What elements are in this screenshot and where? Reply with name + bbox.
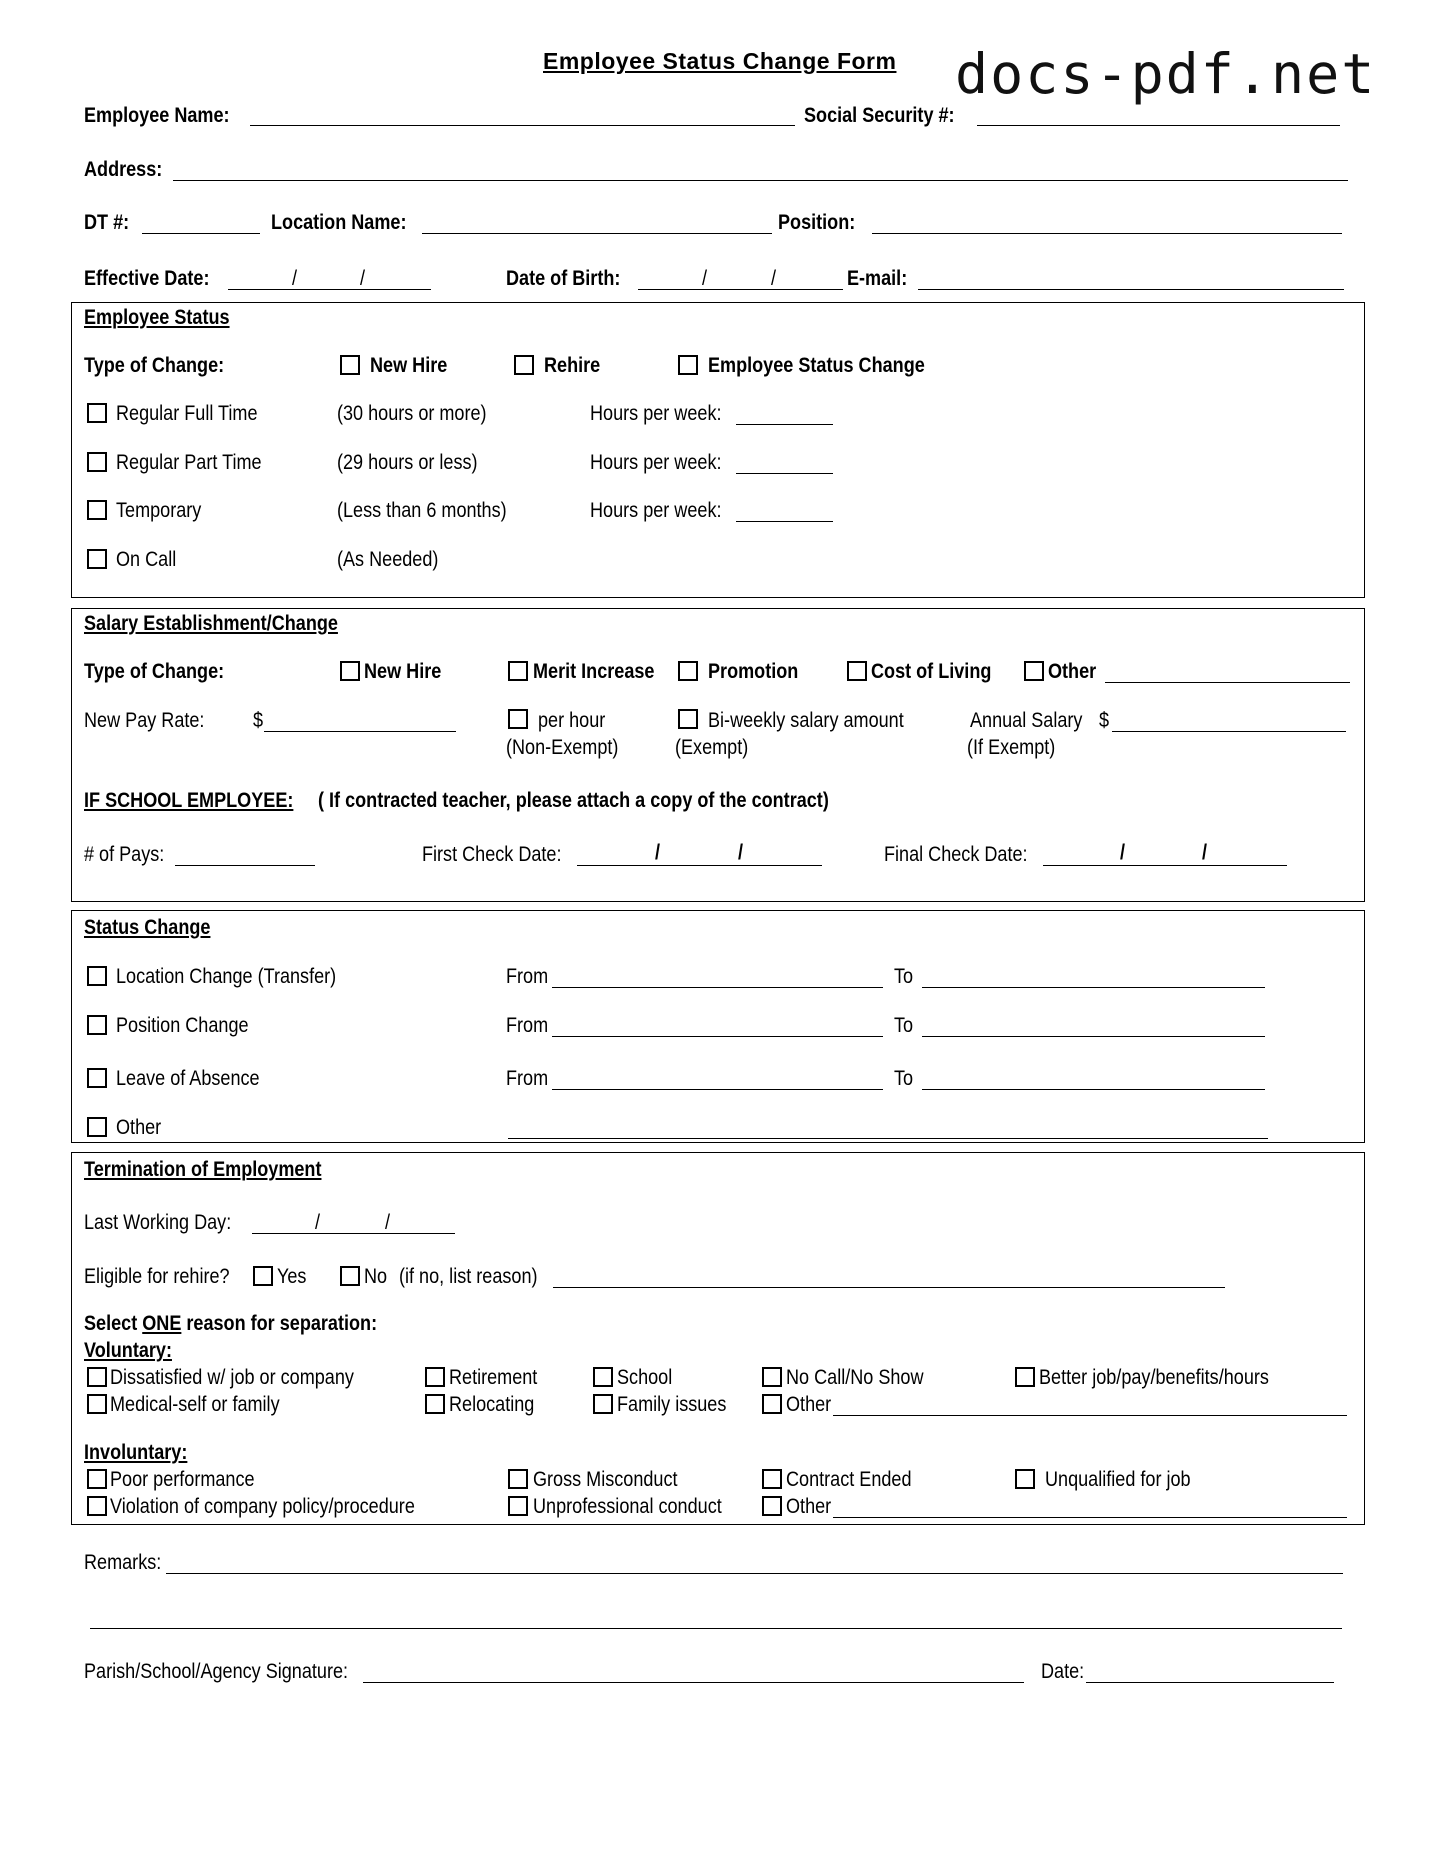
relocating-checkbox[interactable] bbox=[425, 1394, 445, 1414]
rehire-no-checkbox[interactable] bbox=[340, 1266, 360, 1286]
school-checkbox[interactable] bbox=[593, 1367, 613, 1387]
last-working-day-field[interactable] bbox=[252, 1233, 455, 1234]
status-other-field[interactable] bbox=[508, 1138, 1268, 1139]
dob-slash-2: / bbox=[771, 267, 777, 290]
eligible-rehire-label: Eligible for rehire? bbox=[84, 1265, 230, 1288]
voluntary-other-checkbox[interactable] bbox=[762, 1394, 782, 1414]
biweekly-checkbox[interactable] bbox=[678, 709, 698, 729]
involuntary-heading: Involuntary: bbox=[84, 1441, 188, 1464]
address-label: Address: bbox=[84, 158, 163, 181]
involuntary-other-checkbox[interactable] bbox=[762, 1496, 782, 1516]
regular-part-time-checkbox[interactable] bbox=[87, 452, 107, 472]
final-check-slash-2: / bbox=[1202, 841, 1208, 864]
relocating-label: Relocating bbox=[449, 1393, 535, 1416]
dt-label: DT #: bbox=[84, 211, 130, 234]
annual-salary-field[interactable] bbox=[1112, 731, 1346, 732]
es-rehire-checkbox[interactable] bbox=[514, 355, 534, 375]
violation-checkbox[interactable] bbox=[87, 1496, 107, 1516]
temporary-note: (Less than 6 months) bbox=[337, 499, 507, 522]
unprofessional-label: Unprofessional conduct bbox=[533, 1495, 722, 1518]
remarks-label: Remarks: bbox=[84, 1551, 162, 1574]
school-label: School bbox=[617, 1366, 673, 1389]
unqualified-label: Unqualified for job bbox=[1045, 1468, 1191, 1491]
on-call-note: (As Needed) bbox=[337, 548, 439, 571]
position-field[interactable] bbox=[872, 233, 1342, 234]
first-check-slash-2: / bbox=[738, 841, 744, 864]
annual-salary-label: Annual Salary bbox=[970, 709, 1083, 732]
rehire-yes-label: Yes bbox=[277, 1265, 307, 1288]
position-change-from-label: From bbox=[506, 1014, 549, 1037]
new-pay-rate-field[interactable] bbox=[264, 731, 456, 732]
exempt-label: (Exempt) bbox=[675, 736, 749, 759]
temporary-hours-label: Hours per week: bbox=[590, 499, 722, 522]
no-call-no-show-checkbox[interactable] bbox=[762, 1367, 782, 1387]
remarks-field-line-2[interactable] bbox=[90, 1628, 1342, 1629]
salary-title: Salary Establishment/Change bbox=[84, 612, 338, 635]
position-change-to-label: To bbox=[894, 1014, 914, 1037]
remarks-field-line-1[interactable] bbox=[166, 1573, 1343, 1574]
regular-part-time-note: (29 hours or less) bbox=[337, 451, 478, 474]
new-pay-rate-label: New Pay Rate: bbox=[84, 709, 205, 732]
last-working-day-label: Last Working Day: bbox=[84, 1211, 232, 1234]
school-employee-note: ( If contracted teacher, please attach a copy of the contract) bbox=[318, 789, 829, 812]
per-hour-label: per hour bbox=[538, 709, 606, 732]
regular-full-time-checkbox[interactable] bbox=[87, 403, 107, 423]
status-change-title: Status Change bbox=[84, 916, 211, 939]
leave-of-absence-label: Leave of Absence bbox=[116, 1067, 260, 1090]
employee-status-title: Employee Status bbox=[84, 306, 230, 329]
unqualified-checkbox[interactable] bbox=[1015, 1469, 1035, 1489]
position-label: Position: bbox=[778, 211, 856, 234]
leave-of-absence-to-label: To bbox=[894, 1067, 914, 1090]
on-call-label: On Call bbox=[116, 548, 177, 571]
position-change-to-field[interactable] bbox=[922, 1036, 1265, 1037]
ssn-field[interactable] bbox=[977, 125, 1340, 126]
signature-date-field[interactable] bbox=[1086, 1682, 1334, 1683]
leave-of-absence-checkbox[interactable] bbox=[87, 1068, 107, 1088]
school-employee-label: IF SCHOOL EMPLOYEE: bbox=[84, 789, 294, 812]
location-change-to-label: To bbox=[894, 965, 914, 988]
regular-part-time-hours-field[interactable] bbox=[736, 473, 833, 474]
pay-rate-dollar: $ bbox=[253, 709, 264, 732]
ssn-label: Social Security #: bbox=[804, 104, 955, 127]
voluntary-heading: Voluntary: bbox=[84, 1339, 172, 1362]
dob-label: Date of Birth: bbox=[506, 267, 621, 290]
better-job-checkbox[interactable] bbox=[1015, 1367, 1035, 1387]
location-change-from-label: From bbox=[506, 965, 549, 988]
employee-status-section bbox=[71, 302, 1365, 598]
no-call-no-show-label: No Call/No Show bbox=[786, 1366, 924, 1389]
merit-increase-label: Merit Increase bbox=[533, 660, 655, 683]
temporary-label: Temporary bbox=[116, 499, 202, 522]
signature-field[interactable] bbox=[363, 1682, 1024, 1683]
contract-ended-label: Contract Ended bbox=[786, 1468, 912, 1491]
violation-label: Violation of company policy/procedure bbox=[110, 1495, 415, 1518]
regular-full-time-label: Regular Full Time bbox=[116, 402, 258, 425]
rehire-no-label: No bbox=[364, 1265, 388, 1288]
employee-name-label: Employee Name: bbox=[84, 104, 230, 127]
unprofessional-checkbox[interactable] bbox=[508, 1496, 528, 1516]
temporary-hours-field[interactable] bbox=[736, 521, 833, 522]
salary-new-hire-checkbox[interactable] bbox=[340, 661, 360, 681]
position-change-from-field[interactable] bbox=[552, 1036, 883, 1037]
first-check-label: First Check Date: bbox=[422, 843, 562, 866]
form-title: Employee Status Change Form bbox=[543, 48, 897, 74]
voluntary-other-field[interactable] bbox=[833, 1415, 1347, 1416]
signature-date-label: Date: bbox=[1041, 1660, 1085, 1683]
promotion-label: Promotion bbox=[708, 660, 799, 683]
rehire-no-reason-label: (if no, list reason) bbox=[399, 1265, 538, 1288]
non-exempt-label: (Non-Exempt) bbox=[506, 736, 619, 759]
first-check-slash-1: / bbox=[655, 841, 661, 864]
watermark: docs-pdf.net bbox=[955, 42, 1377, 106]
salary-new-hire-label: New Hire bbox=[364, 660, 442, 683]
gross-misconduct-label: Gross Misconduct bbox=[533, 1468, 678, 1491]
es-rehire-label: Rehire bbox=[544, 354, 601, 377]
dob-field[interactable] bbox=[638, 289, 843, 290]
per-hour-checkbox[interactable] bbox=[508, 709, 528, 729]
regular-full-time-hours-label: Hours per week: bbox=[590, 402, 722, 425]
better-job-label: Better job/pay/benefits/hours bbox=[1039, 1366, 1269, 1389]
es-new-hire-label: New Hire bbox=[370, 354, 448, 377]
employee-name-field[interactable] bbox=[250, 125, 795, 126]
final-check-label: Final Check Date: bbox=[884, 843, 1028, 866]
location-name-label: Location Name: bbox=[271, 211, 407, 234]
email-label: E-mail: bbox=[847, 267, 908, 290]
rehire-yes-checkbox[interactable] bbox=[253, 1266, 273, 1286]
es-status-change-checkbox[interactable] bbox=[678, 355, 698, 375]
location-change-to-field[interactable] bbox=[922, 987, 1265, 988]
effective-date-slash-1: / bbox=[292, 267, 298, 290]
medical-checkbox[interactable] bbox=[87, 1394, 107, 1414]
salary-type-label: Type of Change: bbox=[84, 660, 225, 683]
location-change-label: Location Change (Transfer) bbox=[116, 965, 337, 988]
last-day-slash-1: / bbox=[315, 1211, 321, 1234]
biweekly-label: Bi-weekly salary amount bbox=[708, 709, 904, 732]
effective-date-field[interactable] bbox=[228, 289, 431, 290]
location-change-checkbox[interactable] bbox=[87, 966, 107, 986]
termination-title: Termination of Employment bbox=[84, 1158, 322, 1181]
select-one-reason bbox=[84, 1312, 377, 1336]
on-call-checkbox[interactable] bbox=[87, 549, 107, 569]
family-issues-label: Family issues bbox=[617, 1393, 727, 1416]
regular-full-time-note: (30 hours or more) bbox=[337, 402, 487, 425]
select-post: reason for separation: bbox=[181, 1312, 378, 1335]
merit-increase-checkbox[interactable] bbox=[508, 661, 528, 681]
promotion-checkbox[interactable] bbox=[678, 661, 698, 681]
first-check-field[interactable] bbox=[577, 865, 822, 866]
if-exempt-label: (If Exempt) bbox=[967, 736, 1056, 759]
cost-of-living-label: Cost of Living bbox=[871, 660, 992, 683]
num-pays-field[interactable] bbox=[175, 865, 315, 866]
email-field[interactable] bbox=[918, 289, 1344, 290]
regular-part-time-hours-label: Hours per week: bbox=[590, 451, 722, 474]
gross-misconduct-checkbox[interactable] bbox=[508, 1469, 528, 1489]
poor-performance-label: Poor performance bbox=[110, 1468, 255, 1491]
temporary-checkbox[interactable] bbox=[87, 500, 107, 520]
annual-salary-dollar: $ bbox=[1099, 709, 1110, 732]
family-issues-checkbox[interactable] bbox=[593, 1394, 613, 1414]
dt-field[interactable] bbox=[142, 233, 260, 234]
dob-slash-1: / bbox=[702, 267, 708, 290]
dissatisfied-checkbox[interactable] bbox=[87, 1367, 107, 1387]
cost-of-living-checkbox[interactable] bbox=[847, 661, 867, 681]
last-day-slash-2: / bbox=[385, 1211, 391, 1234]
es-type-label: Type of Change: bbox=[84, 354, 225, 377]
status-change-section bbox=[71, 910, 1365, 1143]
select-pre: Select bbox=[84, 1312, 143, 1335]
status-other-label: Other bbox=[116, 1116, 162, 1139]
signature-label: Parish/School/Agency Signature: bbox=[84, 1660, 349, 1683]
rehire-no-reason-field[interactable] bbox=[553, 1287, 1225, 1288]
position-change-label: Position Change bbox=[116, 1014, 249, 1037]
status-other-checkbox[interactable] bbox=[87, 1117, 107, 1137]
retirement-label: Retirement bbox=[449, 1366, 538, 1389]
regular-full-time-hours-field[interactable] bbox=[736, 424, 833, 425]
address-field[interactable] bbox=[173, 180, 1348, 181]
position-change-checkbox[interactable] bbox=[87, 1015, 107, 1035]
retirement-checkbox[interactable] bbox=[425, 1367, 445, 1387]
salary-other-checkbox[interactable] bbox=[1024, 661, 1044, 681]
medical-label: Medical-self or family bbox=[110, 1393, 280, 1416]
select-one: ONE bbox=[142, 1312, 182, 1335]
effective-date-label: Effective Date: bbox=[84, 267, 210, 290]
contract-ended-checkbox[interactable] bbox=[762, 1469, 782, 1489]
es-status-change-label: Employee Status Change bbox=[708, 354, 925, 377]
location-change-from-field[interactable] bbox=[552, 987, 883, 988]
involuntary-other-label: Other bbox=[786, 1495, 832, 1518]
leave-of-absence-from-label: From bbox=[506, 1067, 549, 1090]
location-name-field[interactable] bbox=[422, 233, 772, 234]
voluntary-other-label: Other bbox=[786, 1393, 832, 1416]
effective-date-slash-2: / bbox=[360, 267, 366, 290]
regular-part-time-label: Regular Part Time bbox=[116, 451, 262, 474]
salary-other-field[interactable] bbox=[1105, 682, 1350, 683]
involuntary-other-field[interactable] bbox=[833, 1517, 1347, 1518]
salary-other-label: Other bbox=[1048, 660, 1097, 683]
dissatisfied-label: Dissatisfied w/ job or company bbox=[110, 1366, 354, 1389]
final-check-field[interactable] bbox=[1043, 865, 1287, 866]
leave-of-absence-to-field[interactable] bbox=[922, 1089, 1265, 1090]
num-pays-label: # of Pays: bbox=[84, 843, 165, 866]
leave-of-absence-from-field[interactable] bbox=[552, 1089, 883, 1090]
es-new-hire-checkbox[interactable] bbox=[340, 355, 360, 375]
poor-performance-checkbox[interactable] bbox=[87, 1469, 107, 1489]
final-check-slash-1: / bbox=[1120, 841, 1126, 864]
